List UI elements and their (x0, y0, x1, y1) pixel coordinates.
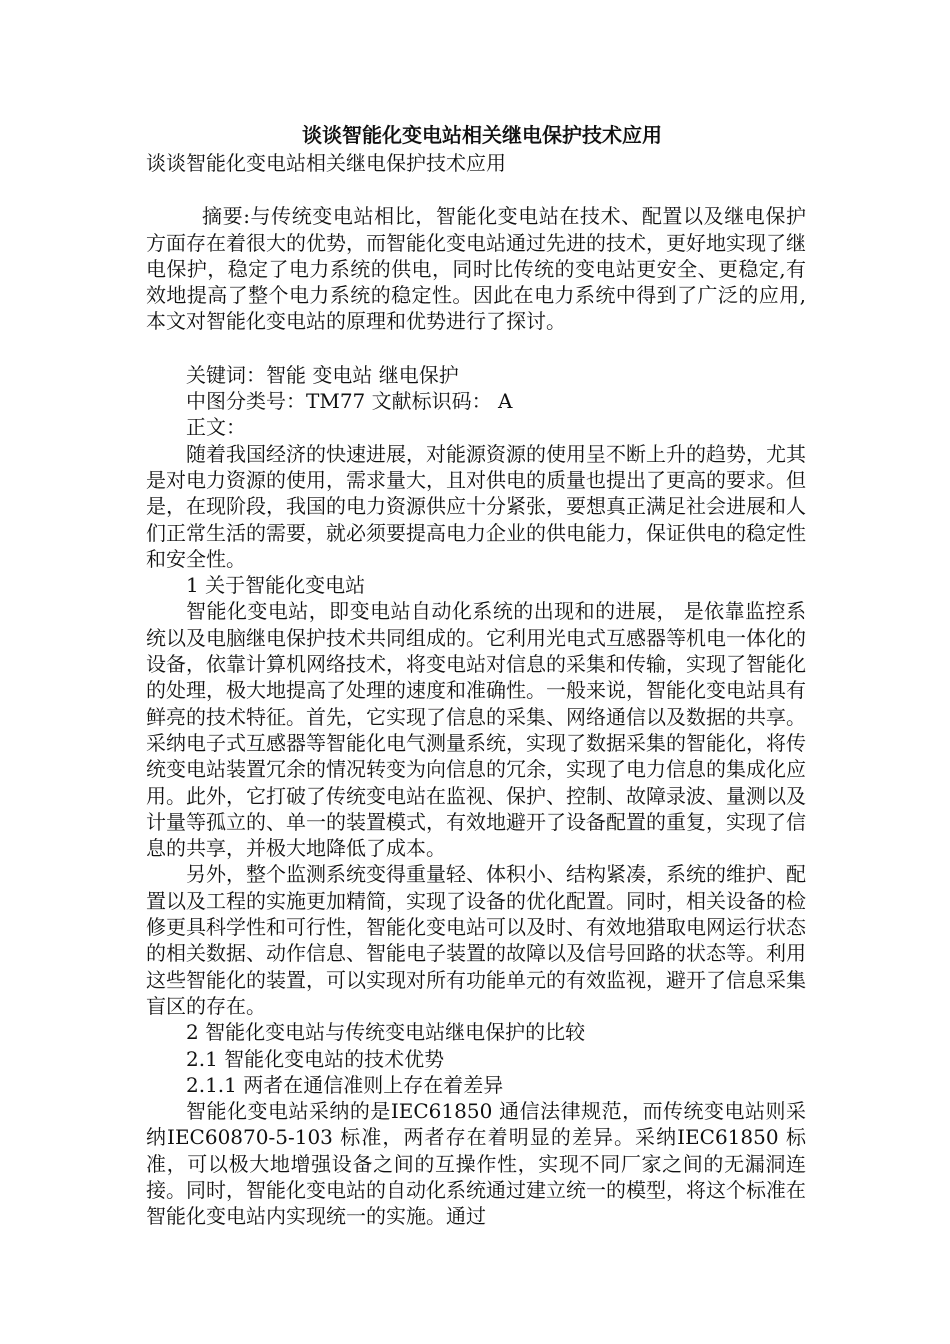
body-label: 正文： (186, 415, 246, 440)
intro-paragraph: 随着我国经济的快速进展，对能源资源的使用呈不断上升的趋势，尤其是对电力资源的使用，需求量大，且对供电的质量也提出了更高的要求。但是，在现阶段，我国的电力资源供应十分紧张，要想真正满足社会进展和人们正常生活的需要，就必须要提高电力企业的供电能力，保证供电的稳定性和安全性。 (146, 441, 806, 571)
abstract-paragraph: 摘要:与传统变电站相比，智能化变电站在技术、配置以及继电保护方面存在着很大的优势，而智能化变电站通过先进的技术，更好地实现了继电保护，稳定了电力系统的供电，同时比传统的变电站更安全、更稳定,有效地提高了整个电力系统的稳定性。因此在电力系统中得到了广泛的应用,本文对智能化变电站的原理和优势进行了探讨。 (146, 204, 806, 334)
section-2-heading: 2 智能化变电站与传统变电站继电保护的比较 (186, 1020, 586, 1045)
spacer (146, 176, 806, 203)
keywords-line: 关键词：智能 变电站 继电保护 (186, 362, 459, 387)
section-1-heading: 1 关于智能化变电站 (186, 573, 366, 598)
section-1-paragraph-1: 智能化变电站，即变电站自动化系统的出现和的进展， 是依靠监控系统以及电脑继电保护技术共同组成的。它利用光电式互感器等机电一体化的设备，依靠计算机网络技术，将变电站对信息的采集和传输，实现了智能化的处理，极大地提高了处理的速度和准确性。一般来说，智能化变电站具有鲜亮的技术特征。首先，它实现了信息的采集、网络通信以及数据的共享。采纳电子式互感器等智能化电气测量系统，实现了数据采集的智能化，将传统变电站装置冗余的情况转变为向信息的冗余，实现了电力信息的集成化应用。此外，它打破了传统变电站在监视、保护、控制、故障录波、量测以及计量等孤立的、单一的装置模式，有效地避开了设备配置的重复，实现了信息的共享，并极大地降低了成本。 (146, 599, 806, 861)
spacer (146, 335, 806, 362)
classification-line: 中图分类号：TM77 文献标识码： A (186, 389, 513, 414)
section-2-1-heading: 2.1 智能化变电站的技术优势 (186, 1046, 445, 1071)
document-page (146, 120, 806, 1230)
document-subtitle: 谈谈智能化变电站相关继电保护技术应用 (146, 151, 506, 175)
document-title: 谈谈智能化变电站相关继电保护技术应用 (302, 123, 662, 147)
section-2-1-1-heading: 2.1.1 两者在通信准则上存在着差异 (186, 1072, 504, 1097)
section-2-1-1-paragraph: 智能化变电站采纳的是IEC61850 通信法律规范，而传统变电站则采纳IEC60870-5-103 标准，两者存在着明显的差异。采纳IEC61850 标准，可以极大地增强设备之间的互操作性，实现不同厂家之间的无漏洞连接。同时，智能化变电站的自动化系统通过建立统一的模型，将这个标准在智能化变电站内实现统一的实施。通过 (146, 1099, 806, 1229)
section-1-paragraph-2: 另外，整个监测系统变得重量轻、体积小、结构紧凑，系统的维护、配置以及工程的实施更加精简，实现了设备的优化配置。同时，相关设备的检修更具科学性和可行性，智能化变电站可以及时、有效地猎取电网运行状态的相关数据、动作信息、智能电子装置的故障以及信号回路的状态等。利用这些智能化的装置，可以实现对所有功能单元的有效监视，避开了信息采集盲区的存在。 (146, 862, 806, 1018)
